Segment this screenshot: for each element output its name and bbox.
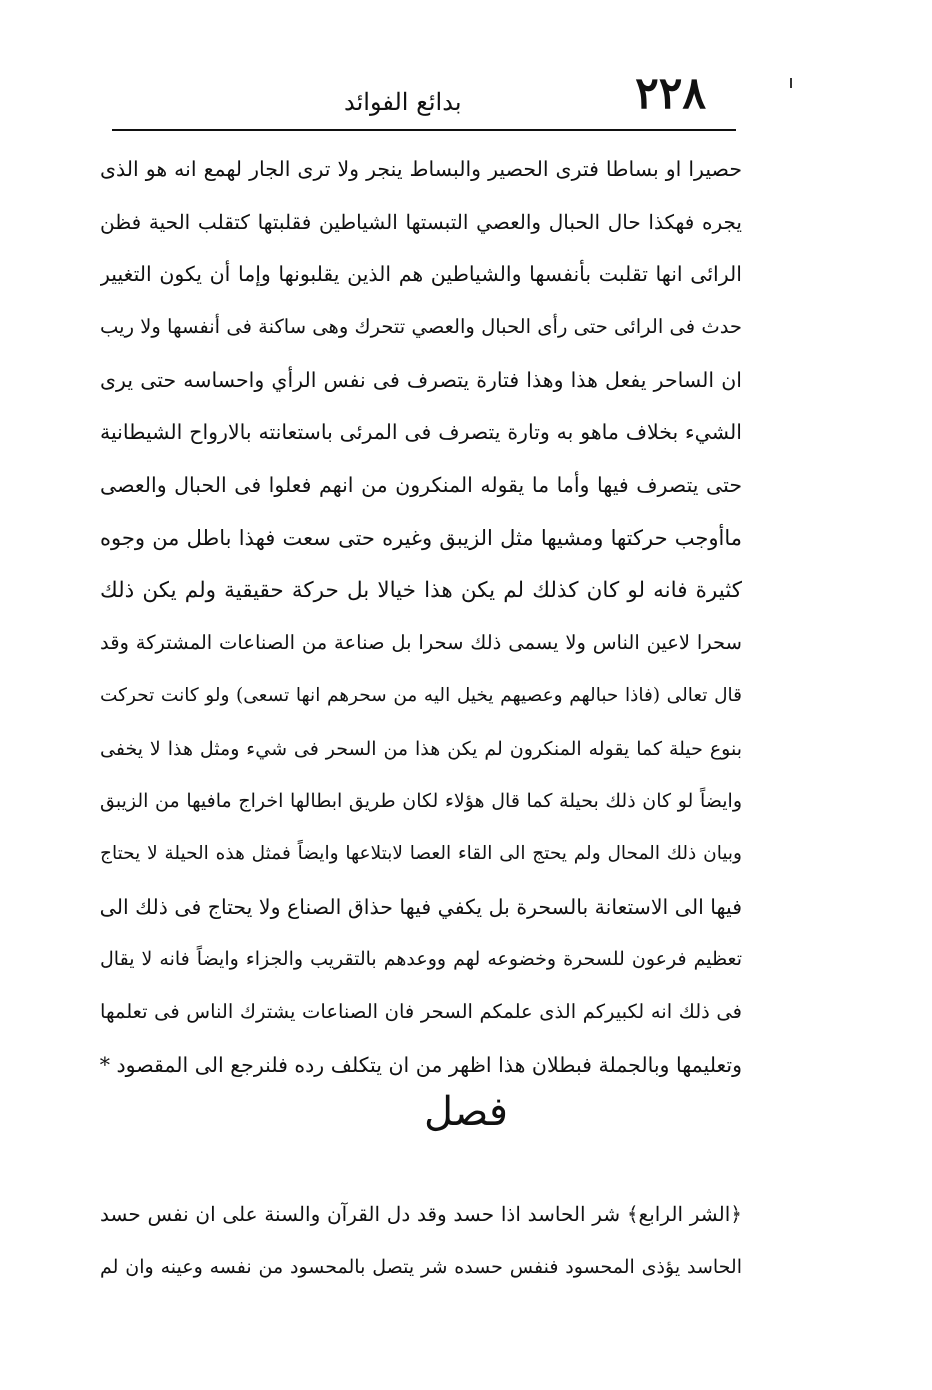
text-line: ماأوجب حركتها ومشيها مثل الزيبق وغيره حتى سعت فهذا باطل من وجوه [100,525,742,550]
text-line: وتعليمها وبالجملة فبطلان هذا اظهر من ان يتكلف رده فلنرجع الى المقصود * [100,1052,742,1077]
body-text [100,143,742,1091]
text-line: الحاسد يؤذى المحسود فنفس حسده شر يتصل بالمحسود من نفسه وعينه وان لم [100,1255,742,1278]
text-line: يجره فهكذا حال الحبال والعصي التبستها الشياطين فقلبتها كتقلب الحية فظن [100,209,742,234]
text-line: سحرا لاعين الناس ولا يسمى ذلك سحرا بل صناعة من الصناعات المشتركة وقد [100,631,742,655]
text-line: حدث فى الرائى حتى رأى الحبال والعصي تتحرك وهى ساكنة فى أنفسها ولا ريب [100,315,742,339]
text-line: حصيرا او بساطا فترى الحصير والبساط ينجر ولا ترى الجار لهمع انه هو الذى [100,157,742,181]
text-line: فى ذلك انه لكبيركم الذى علمكم السحر فان الصناعات يشترك الناس فى تعلمها [100,1000,742,1023]
text-line: الرائى انها تقلبت بأنفسها والشياطين هم الذين يقلبونها وإما أن يكون التغيير [100,262,742,287]
section-title: فصل [423,1089,509,1135]
header-rule [112,129,736,131]
text-line: ﴿الشر الرابع﴾ شر الحاسد اذا حسد وقد دل القرآن والسنة على ان نفس حسد [100,1202,742,1226]
text-line: فيها الى الاستعانة بالسحرة بل يكفي فيها حذاق الصناع ولا يحتاج فى ذلك الى [100,894,742,919]
text-line: ان الساحر يفعل هذا وهذا فتارة يتصرف فى نفس الرأي واحساسه حتى يرى [100,367,742,392]
page-number: ٢٢٨ [635,68,706,119]
text-line: وبيان ذلك المحال ولم يحتج الى القاء العصا لابتلاعها وايضاً فمثل هذه الحيلة لا يحتاج [100,842,742,864]
margin-mark [790,78,792,88]
text-line: حتى يتصرف فيها وأما ما يقوله المنكرون من انهم فعلوا فى الحبال والعصى [100,473,742,498]
running-title: بدائع الفوائد [344,88,462,116]
section-paragraph [100,1188,742,1293]
text-line: بنوع حيلة كما يقوله المنكرون لم يكن هذا من السحر فى شيء ومثل هذا لا يخفى [100,737,742,760]
page-header [112,68,736,126]
text-line: كثيرة فانه لو كان كذلك لم يكن هذا خيالا بل حركة حقيقية ولم يكن ذلك [100,577,742,603]
text-line: الشيء بخلاف ماهو به وتارة يتصرف فى المرئى باستعانته بالارواح الشيطانية [100,420,742,445]
text-line: قال تعالى (فاذا حبالهم وعصيهم يخيل اليه من سحرهم انها تسعى) ولو كانت تحركت [100,684,742,706]
text-line: تعظيم فرعون للسحرة وخضوعه لهم ووعدهم بالتقريب والجزاء وايضاً فانه لا يقال [100,948,742,971]
text-line: وايضاً لو كان ذلك بحيلة كما قال هؤلاء لكان طريق ابطالها اخراج مافيها من الزيبق [100,790,742,813]
